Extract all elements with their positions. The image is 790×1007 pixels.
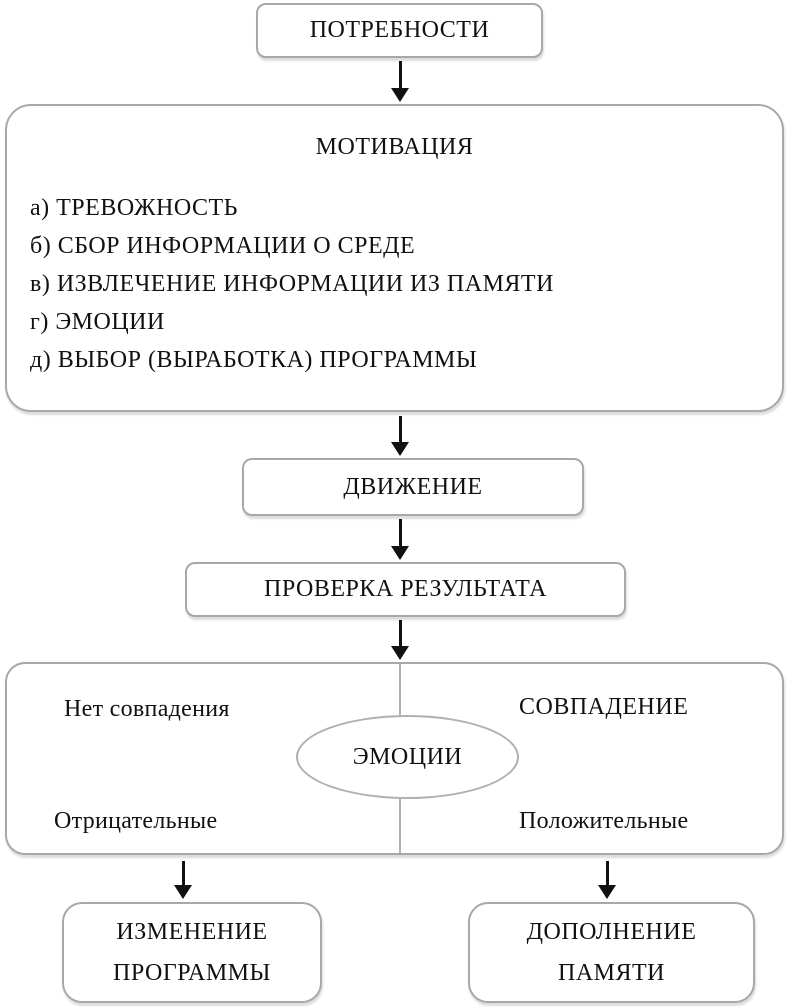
arrow-movement-to-check-icon <box>391 519 409 560</box>
node-result-check <box>185 562 626 617</box>
node-movement-label: ДВИЖЕНИЕ <box>343 473 483 500</box>
node-movement <box>242 458 584 516</box>
node-motivation-title: МОТИВАЦИЯ <box>315 134 474 160</box>
label-no-match: Нет совпадения <box>64 696 230 722</box>
arrow-shaft <box>399 61 402 88</box>
arrow-motivation-to-movement-icon <box>391 416 409 456</box>
node-comparison <box>5 662 784 855</box>
arrow-shaft <box>399 620 402 646</box>
arrow-check-to-comparison-icon <box>391 620 409 660</box>
emotions-ellipse <box>296 715 519 799</box>
emotions-ellipse-label: ЭМОЦИИ <box>352 743 463 770</box>
label-positive: Положительные <box>519 808 689 834</box>
arrow-head <box>391 546 409 560</box>
motivation-item-d: д) ВЫБОР (ВЫРАБОТКА) ПРОГРАММЫ <box>30 346 478 373</box>
motivation-item-g: г) ЭМОЦИИ <box>30 308 165 335</box>
label-match: СОВПАДЕНИЕ <box>519 694 689 720</box>
arrow-head <box>391 646 409 660</box>
arrow-comparison-to-program-icon <box>174 861 192 899</box>
arrow-head <box>391 88 409 102</box>
label-negative: Отрицательные <box>54 808 218 834</box>
arrow-shaft <box>399 519 402 546</box>
node-program-change-line1: ИЗМЕНЕНИЕ <box>116 918 268 945</box>
node-memory-update-line2: ПАМЯТИ <box>557 959 665 986</box>
arrow-head <box>598 885 616 899</box>
node-memory-update <box>468 902 755 1003</box>
node-needs <box>256 3 543 58</box>
node-program-change <box>62 902 322 1003</box>
arrow-head <box>174 885 192 899</box>
arrow-shaft <box>399 416 402 442</box>
node-program-change-line2: ПРОГРАММЫ <box>113 959 271 986</box>
motivation-list <box>7 189 782 379</box>
arrow-needs-to-motivation-icon <box>391 61 409 102</box>
node-motivation <box>5 104 784 412</box>
motivation-item-a: а) ТРЕВОЖНОСТЬ <box>30 194 238 221</box>
motivation-item-v: в) ИЗВЛЕЧЕНИЕ ИНФОРМАЦИИ ИЗ ПАМЯТИ <box>30 270 554 297</box>
arrow-head <box>391 442 409 456</box>
node-needs-label: ПОТРЕБНОСТИ <box>309 17 490 44</box>
node-result-check-label: ПРОВЕРКА РЕЗУЛЬТАТА <box>264 576 547 603</box>
node-memory-update-line1: ДОПОЛНЕНИЕ <box>526 918 697 945</box>
arrow-comparison-to-memory-icon <box>598 861 616 899</box>
arrow-shaft <box>606 861 609 885</box>
motivation-item-b: б) СБОР ИНФОРМАЦИИ О СРЕДЕ <box>30 232 416 259</box>
arrow-shaft <box>182 861 185 885</box>
